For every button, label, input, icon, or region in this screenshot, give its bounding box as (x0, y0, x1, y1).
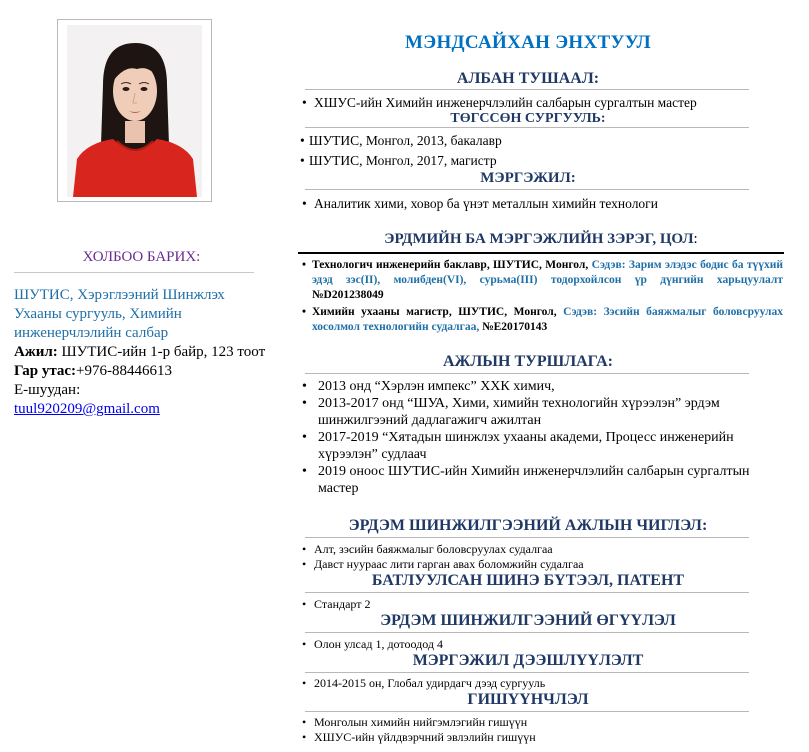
degree-thesis: Сэдэв: Зэсийн баяжмалыг боловсруулах хосолмол технологийн судалгаа, (312, 306, 783, 333)
section-title-training: МЭРГЭЖИЛ ДЭЭШЛҮҮЛЭЛТ (412, 652, 644, 669)
contact-work-label: Ажил: (14, 344, 58, 360)
patents-list (302, 597, 762, 612)
contact-work-line (14, 343, 269, 362)
list-item: • Стандарт 2 (302, 597, 762, 612)
section-divider (305, 127, 749, 128)
section-title-publications: ЭРДЭМ ШИНЖИЛГЭЭНИЙ ӨГҮҮЛЭЛ (380, 612, 676, 629)
section-title-position: АЛБАН ТУШААЛ: (456, 70, 600, 87)
degree-title: Технологич инженерийн баклавр, ШУТИС, Монгол, (312, 259, 589, 271)
contact-phone-line (14, 362, 269, 381)
degree-thesis: Сэдэв: Зарим элэдэс бодис ба түүхий эдэд зэс(II), молибден(VI), сурьма(III) тодорхойлсон үр дүнгийн харьцуулалт (312, 259, 784, 286)
contact-email-line (14, 400, 269, 419)
section-divider (305, 373, 749, 374)
section-divider (305, 537, 749, 538)
profile-photo (67, 25, 202, 197)
section-divider-thick (298, 252, 784, 254)
degree-number: №E20170143 (482, 321, 548, 333)
section-title-membership: ГИШҮҮНЧЛЭЛ (467, 691, 589, 708)
section-title-research: ЭРДЭМ ШИНЖИЛГЭЭНИЙ АЖЛЫН ЧИГЛЭЛ: (348, 517, 708, 534)
section-title-education: ТӨГССӨН СУРГУУЛЬ: (450, 111, 606, 126)
degree-item (302, 258, 783, 303)
list-item: • ХШУС-ийн үйлдвэрчний эвлэлийн гишүүн (302, 730, 762, 745)
contact-email-link[interactable]: tuul920209@gmail.com (14, 401, 160, 417)
section-title-patents: БАТЛУУЛСАН ШИНЭ БҮТЭЭЛ, ПАТЕНТ (371, 572, 685, 589)
membership-list (302, 715, 762, 745)
section-divider (305, 711, 749, 712)
contact-divider (14, 272, 254, 273)
section-divider (305, 632, 749, 633)
list-item: • Алт, зэсийн баяжмалыг боловсруулах судалгаа (302, 542, 762, 557)
publications-list (302, 637, 762, 652)
contact-phone-label: Гар утас: (14, 363, 77, 379)
section-divider (305, 592, 749, 593)
position-list (302, 94, 762, 111)
list-item: • Давст нуураас лити гарган авах боломжийн судалгаа (302, 557, 762, 572)
list-item: • Монголын химийн нийгэмлэгийн гишүүн (302, 715, 762, 730)
training-list (302, 676, 762, 691)
section-divider (305, 89, 749, 90)
list-item: • ШУТИС, Монгол, 2017, магистр (300, 151, 760, 171)
contact-organization: ШУТИС, Хэрэглээний Шинжлэх Ухааны сургууль, Химийн инженерчлэлийн салбар (14, 287, 225, 341)
contact-block (14, 286, 269, 419)
section-title-experience: АЖЛЫН ТУРШЛАГА: (442, 353, 613, 370)
experience-list (302, 378, 762, 497)
section-title-degrees (298, 231, 784, 248)
section-title-profession: МЭРГЭЖИЛ: (480, 170, 576, 186)
degree-number: №D201238049 (312, 289, 384, 301)
contact-work-value: ШУТИС-ийн 1-р байр, 123 тоот (61, 344, 266, 360)
list-item: • 2019 оноос ШУТИС-ийн Химийн инженерчлэлийн салбарын сургалтын мастер (302, 463, 762, 497)
person-name: МЭНДСАЙХАН ЭНХТУУЛ (405, 32, 651, 53)
degree-title: Химийн ухааны магистр, ШУТИС, Монгол, (312, 306, 557, 318)
list-item: • ШУТИС, Монгол, 2013, бакалавр (300, 131, 760, 151)
list-item: • Олон улсад 1, дотоодод 4 (302, 637, 762, 652)
section-title-degrees-text: ЭРДМИЙН БА МЭРГЭЖЛИЙН ЗЭРЭГ, ЦОЛ (384, 231, 694, 247)
profile-photo-frame (57, 19, 212, 202)
profession-list (302, 195, 762, 212)
degree-item (302, 305, 783, 335)
education-list (300, 131, 760, 171)
list-item: • 2013-2017 онд “ШУА, Хими, химийн технологийн хүрээлэн” эрдэм шинжилгээний дадлагажигч ажилтан (302, 395, 762, 429)
list-item: • ХШУС-ийн Химийн инженерчлэлийн салбарын сургалтын мастер (302, 94, 762, 111)
section-divider (305, 672, 749, 673)
research-list (302, 542, 762, 572)
degrees-list (302, 258, 783, 335)
list-item: • 2017-2019 “Хятадын шинжлэх ухааны академи, Процесс инженерийн хүрээлэн” судлаач (302, 429, 762, 463)
contact-phone-value: +976-88446613 (76, 363, 172, 379)
list-item: • 2014-2015 он, Глобал удирдагч дээд сургууль (302, 676, 762, 691)
section-divider (305, 189, 749, 190)
contact-email-label: Е-шуудан: (14, 382, 81, 398)
list-item: • Аналитик хими, ховор ба үнэт металлын химийн технологи (302, 195, 762, 212)
section-title-degrees-colon: : (693, 231, 698, 247)
list-item: • 2013 онд “Хэрлэн импекс” ХХК химич, (302, 378, 762, 395)
contact-heading: ХОЛБОО БАРИХ: (82, 249, 201, 265)
